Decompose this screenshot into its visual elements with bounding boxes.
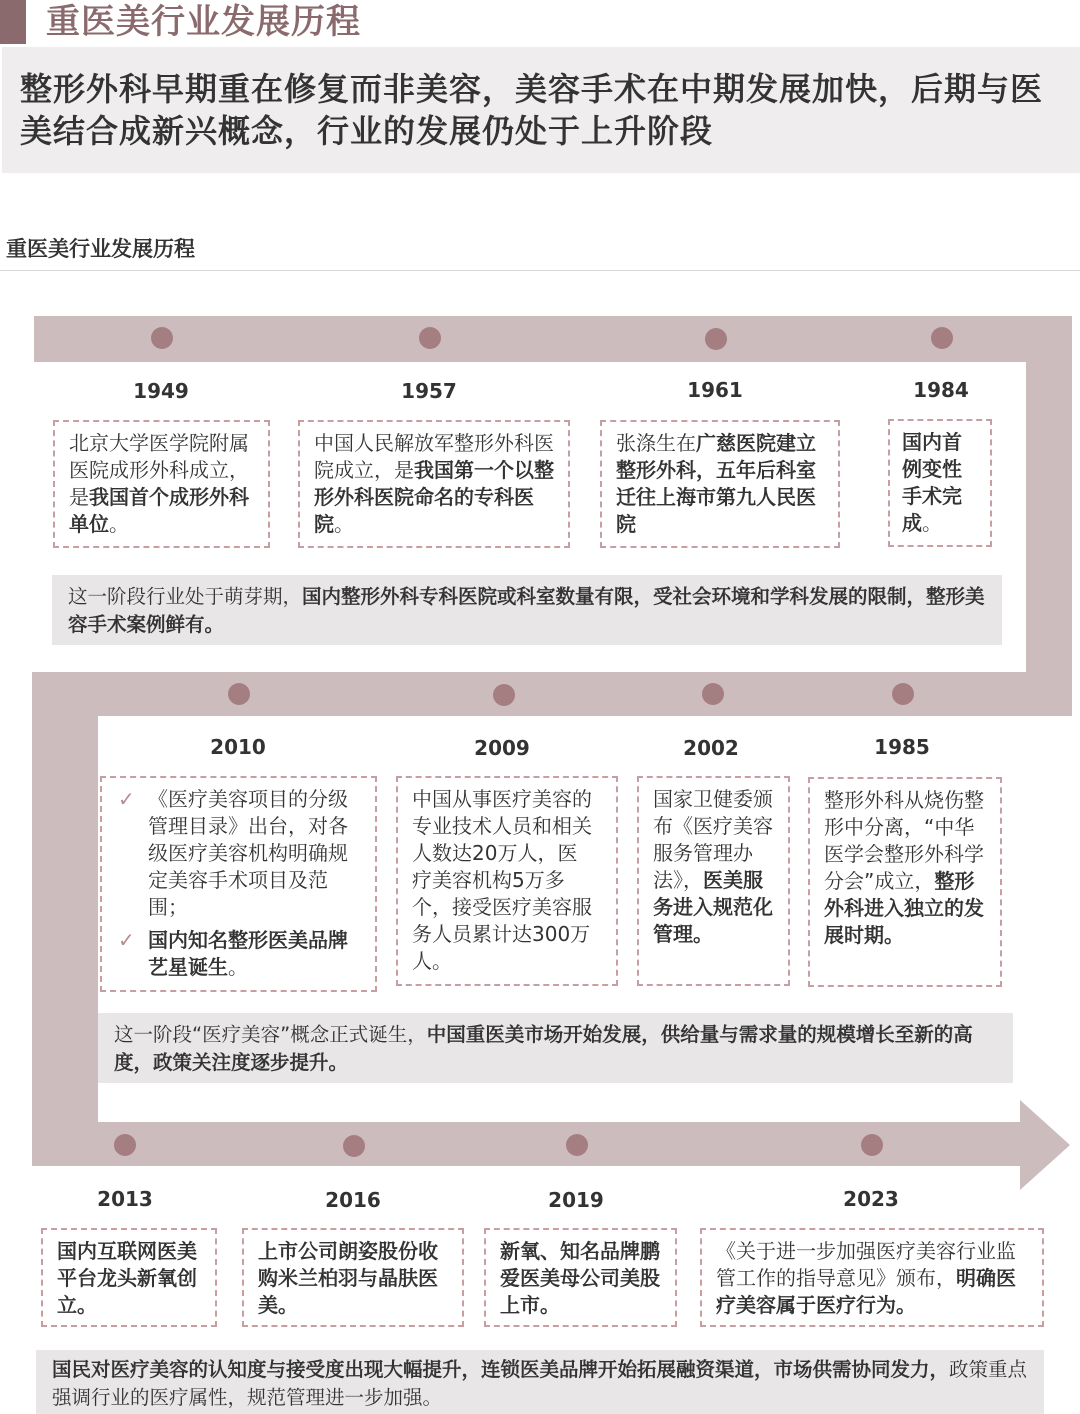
event-card-2023: 《关于进一步加强医疗美容行业监管工作的指导意见》颁布，明确医疗美容属于医疗行为。	[700, 1228, 1044, 1327]
timeline-dot-1957	[419, 327, 441, 349]
timeline-arrowhead	[1020, 1100, 1072, 1190]
checkmark-icon: ✓	[118, 787, 135, 811]
timeline-dot-2016	[343, 1135, 365, 1157]
year-2023: 2023	[843, 1187, 899, 1211]
event-card-1949: 北京大学医学院附属医院成形外科成立，是我国首个成形外科单位。	[53, 420, 270, 548]
timeline-dot-1984	[931, 327, 953, 349]
event-card-1957: 中国人民解放军整形外科医院成立，是我国第一个以整形外科医院命名的专科医院。	[298, 420, 570, 548]
event-list-item: ✓ 国内知名整形医美品牌艺星诞生。	[118, 928, 348, 979]
year-1949: 1949	[133, 379, 189, 403]
timeline-dot-1961	[705, 328, 727, 350]
timeline-dot-2019	[566, 1134, 588, 1156]
timeline-dot-2002	[702, 683, 724, 705]
timeline-dot-2013	[114, 1134, 136, 1156]
year-2010: 2010	[210, 735, 266, 759]
year-2002: 2002	[683, 736, 739, 760]
event-list-2010	[114, 786, 363, 981]
timeline-band-connector-left	[32, 672, 98, 1166]
stage-summary-3: 国民对医疗美容的认知度与接受度出现大幅提升，连锁医美品牌开始拓展融资渠道，市场供需协同发力，政策重点强调行业的医疗属性，规范管理进一步加强。	[36, 1350, 1044, 1414]
event-card-2002: 国家卫健委颁布《医疗美容服务管理办法》，医美服务进入规范化管理。	[637, 776, 790, 986]
year-1985: 1985	[874, 735, 930, 759]
year-2016: 2016	[325, 1188, 381, 1212]
timeline-dot-1949	[151, 327, 173, 349]
timeline-dot-2023	[861, 1134, 883, 1156]
event-card-2009: 中国从事医疗美容的专业技术人员和相关人数达20万人，医 疗美容机构5万多个，接受医疗美容服务人员累计达300万人。	[396, 776, 618, 986]
event-list-item: ✓ 《医疗美容项目的分级管理目录》出台，对各级医疗美容机构明确规定美容手术项目及范围；	[118, 787, 348, 919]
event-card-1984: 国内首例变性手术完成。	[888, 419, 992, 547]
title-accent-bar	[0, 0, 26, 44]
event-card-1985: 整形外科从烧伤整形中分离，“中华医学会整形外科学分会”成立，整形外科进入独立的发展时期。	[808, 777, 1002, 987]
summary-text: 整形外科早期重在修复而非美容，美容手术在中期发展加快，后期与医美结合成新兴概念，行业的发展仍处于上升阶段	[20, 70, 1044, 150]
stage-summary-2: 这一阶段“医疗美容”概念正式诞生，中国重医美市场开始发展，供给量与需求量的规模增长至新的高度，政策关注度逐步提升。	[98, 1013, 1013, 1083]
year-2019: 2019	[548, 1188, 604, 1212]
section-divider	[0, 270, 1080, 271]
timeline-dot-2010	[228, 683, 250, 705]
stage-summary-1: 这一阶段行业处于萌芽期，国内整形外科专科医院或科室数量有限，受社会环境和学科发展的限制，整形美容手术案例鲜有。	[52, 575, 1002, 645]
event-card-2010	[100, 776, 377, 992]
timeline-dot-2009	[493, 684, 515, 706]
event-card-2019: 新氧、知名品牌鹏爱医美母公司美股上市。	[484, 1228, 677, 1327]
year-1957: 1957	[401, 379, 457, 403]
timeline-band-row2	[32, 672, 1072, 716]
page-title: 重医美行业发展历程	[46, 2, 361, 42]
timeline-band-connector-right	[1026, 316, 1072, 716]
section-title: 重医美行业发展历程	[6, 237, 195, 261]
event-card-1961: 张涤生在广慈医院建立整形外科，五年后科室迁往上海市第九人民医院	[600, 420, 840, 548]
event-card-2013: 国内互联网医美平台龙头新氧创立。	[41, 1228, 217, 1327]
checkmark-icon: ✓	[118, 928, 135, 952]
event-card-2016: 上市公司朗姿股份收购米兰柏羽与晶肤医美。	[242, 1228, 464, 1327]
timeline-band-row1	[34, 316, 1072, 362]
year-2013: 2013	[97, 1187, 153, 1211]
timeline-dot-1985	[892, 683, 914, 705]
year-1961: 1961	[687, 378, 743, 402]
year-2009: 2009	[474, 736, 530, 760]
year-1984: 1984	[913, 378, 969, 402]
